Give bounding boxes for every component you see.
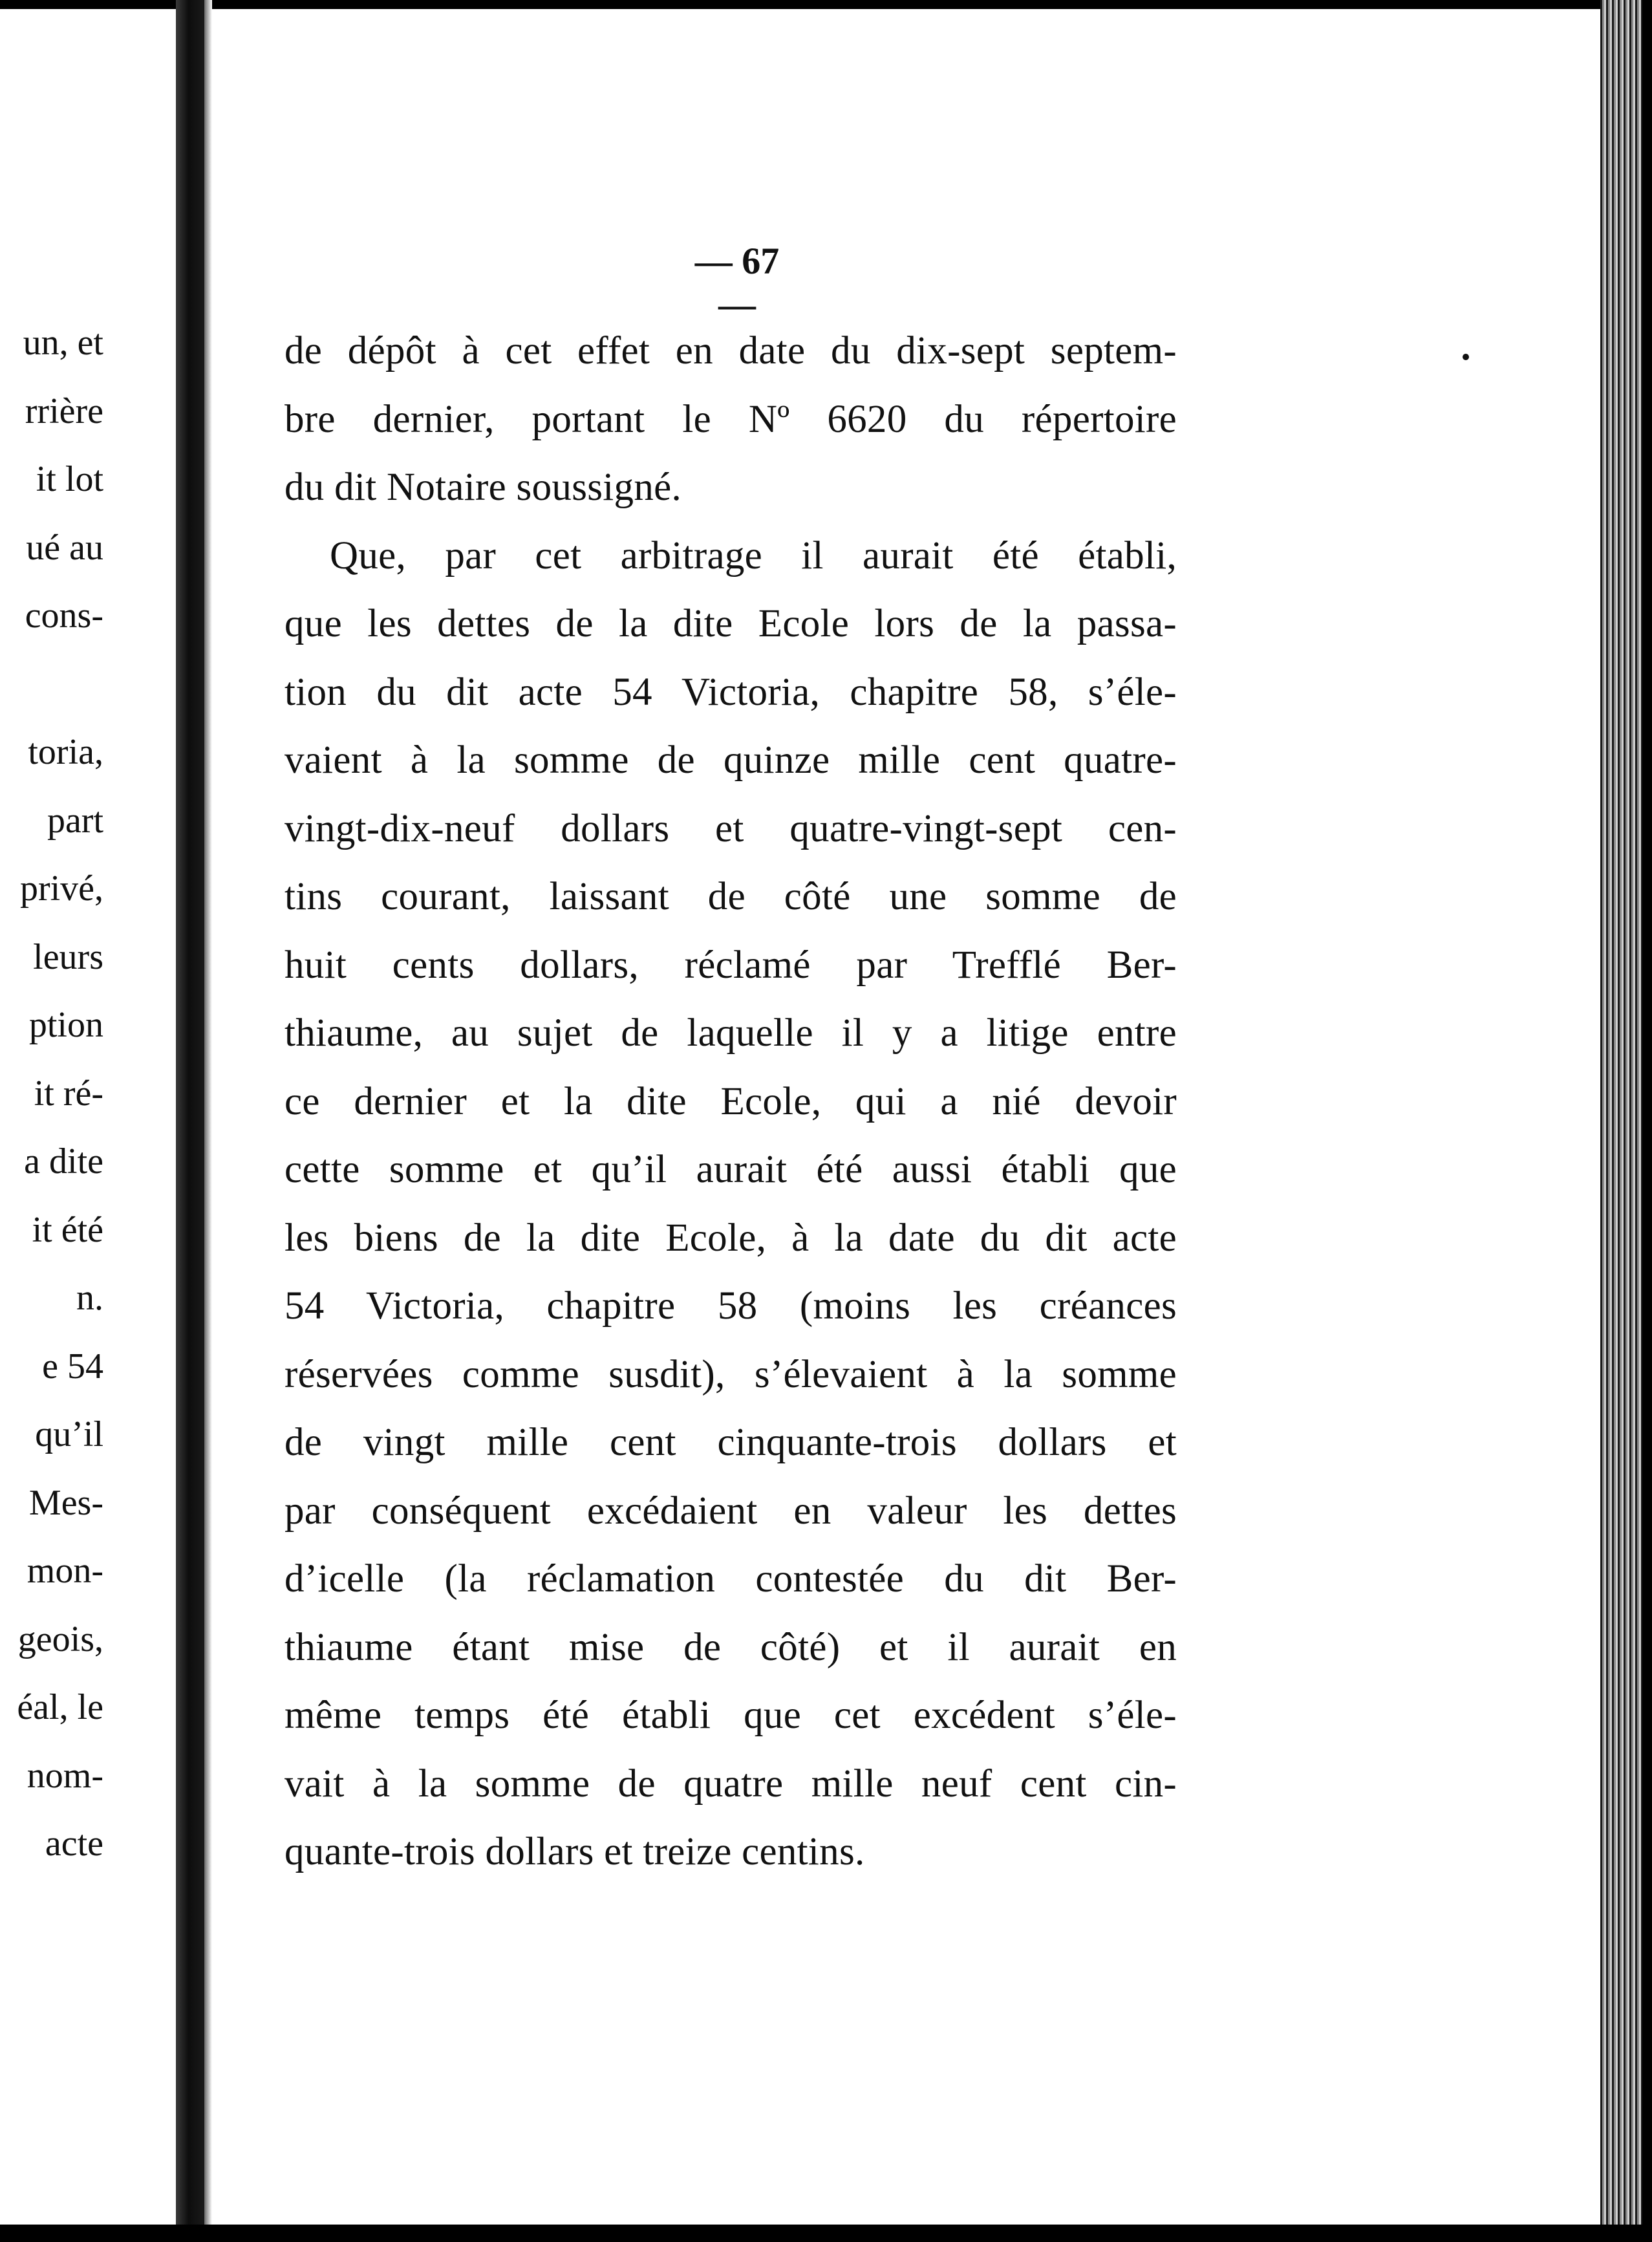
body-line: du dit Notaire soussigné. (284, 466, 682, 509)
left-page-line: a dite (24, 1141, 103, 1181)
page-number: — 67 — (694, 240, 780, 325)
scan-bottom-edge (0, 2225, 1652, 2242)
body-line: vingt-dix-neuf dollars et quatre-vingt-sept cen- (284, 806, 1177, 850)
scan-top-edge (0, 0, 1652, 9)
left-page-line: ué au (26, 527, 103, 568)
left-page-line: e 54 (42, 1346, 103, 1386)
left-page-line: it été (32, 1209, 103, 1250)
left-page-line: qu’il (35, 1414, 103, 1454)
body-text (284, 317, 1177, 1886)
body-line: 54 Victoria, chapitre 58 (moins les créances (284, 1284, 1177, 1328)
left-page-line: acte (45, 1824, 103, 1864)
body-line: que les dettes de la dite Ecole lors de la passa- (284, 602, 1177, 645)
body-line: réservées comme susdit), s’élevaient à la somme (284, 1352, 1177, 1396)
ink-speck (1463, 354, 1469, 360)
body-line: thiaume étant mise de côté) et il aurait en (284, 1625, 1177, 1669)
body-line: cette somme et qu’il aurait été aussi établi que (284, 1148, 1177, 1191)
left-page-line: mon- (27, 1551, 103, 1591)
scan-right-edge (1642, 0, 1652, 2242)
left-page-line: éal, le (17, 1687, 103, 1727)
body-line: même temps été établi que cet excédent s’éle- (284, 1694, 1177, 1737)
left-page-line: Mes- (28, 1482, 103, 1523)
left-page-line: nom- (27, 1755, 103, 1796)
left-page-line: it lot (36, 459, 103, 499)
body-line: de dépôt à cet effet en date du dix-sept septem- (284, 329, 1177, 372)
left-page-line: cons- (25, 596, 103, 636)
left-page-line (0, 651, 103, 719)
body-line: les biens de la dite Ecole, à la date du dit acte (284, 1216, 1177, 1260)
body-line: Que, par cet arbitrage il aurait été établi, (330, 534, 1177, 577)
left-page-line: rrière (25, 391, 103, 431)
body-line: huit cents dollars, réclamé par Trefflé Ber- (284, 943, 1177, 987)
body-line: tion du dit acte 54 Victoria, chapitre 58, s’éle- (284, 670, 1177, 714)
left-facing-page (0, 309, 103, 1879)
left-page-line: un, et (23, 323, 103, 363)
body-line: vaient à la somme de quinze mille cent quatre- (284, 738, 1177, 782)
body-line: thiaume, au sujet de laquelle il y a litige entre (284, 1011, 1177, 1055)
book-gutter (176, 0, 204, 2242)
gutter-shadow (204, 0, 212, 2242)
left-page-line: toria, (28, 732, 103, 772)
left-page-line: privé, (19, 868, 103, 909)
body-line: tins courant, laissant de côté une somme de (284, 875, 1177, 918)
left-page-line: it ré- (34, 1073, 103, 1114)
left-page-line: geois, (17, 1619, 103, 1659)
body-line: par conséquent excédaient en valeur les dettes (284, 1489, 1177, 1533)
left-page-line: leurs (33, 936, 103, 977)
body-line: quante-trois dollars et treize centins. (284, 1830, 865, 1873)
left-page-line: part (47, 800, 103, 841)
body-line: vait à la somme de quatre mille neuf cent cin- (284, 1762, 1177, 1805)
body-line: d’icelle (la réclamation contestée du dit Ber- (284, 1557, 1177, 1601)
left-page-line: ption (28, 1005, 103, 1045)
body-line: ce dernier et la dite Ecole, qui a nié devoir (284, 1079, 1177, 1123)
left-page-line: n. (76, 1278, 103, 1318)
body-line: bre dernier, portant le Nº 6620 du répertoire (284, 397, 1177, 441)
body-line: de vingt mille cent cinquante-trois dollars et (284, 1421, 1177, 1464)
